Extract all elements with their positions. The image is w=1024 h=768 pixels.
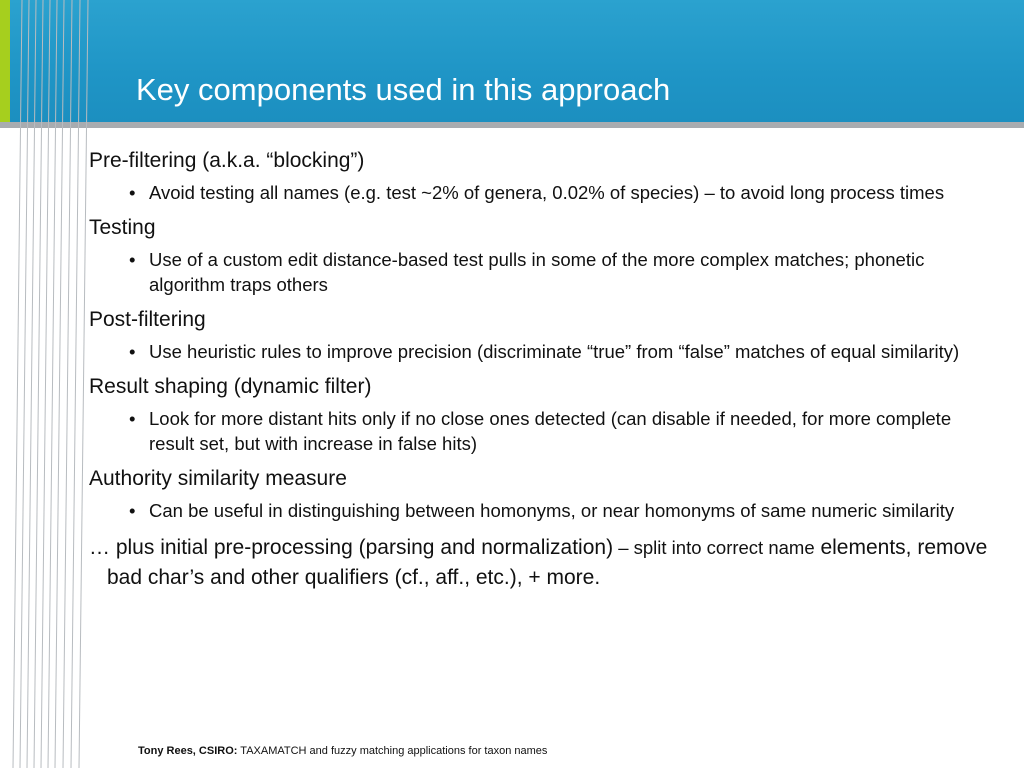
- slide-body: [89, 148, 994, 593]
- bullet-list: [89, 498, 994, 523]
- bullet-glyph: •: [129, 182, 136, 203]
- slide-title: Key components used in this approach: [136, 72, 671, 107]
- bullet-list: [89, 180, 994, 205]
- footer-text: TAXAMATCH and fuzzy matching applications for taxon names: [237, 745, 548, 757]
- closing-detail: – split into correct name: [613, 537, 815, 558]
- header-divider: [0, 122, 1024, 128]
- bullet-item: [89, 180, 994, 205]
- slide-footer: [138, 744, 547, 758]
- topic-heading: Testing: [89, 216, 156, 239]
- bullet-item: [89, 339, 994, 364]
- bullet-text: Avoid testing all names (e.g. test ~2% of genera, 0.02% of species) – to avoid long process times: [149, 182, 945, 203]
- bullet-item: [89, 406, 994, 456]
- bullet-glyph: •: [129, 500, 136, 521]
- bullet-text: Look for more distant hits only if no close ones detected (can disable if needed, for more complete result set, but with increase in false hits): [149, 408, 952, 454]
- topic-heading: Post-filtering: [89, 308, 206, 331]
- closing-rest: elements, remove bad char’s and other qualifiers (cf., aff., etc.), + more.: [107, 536, 988, 589]
- closing-note: [89, 533, 994, 593]
- bullet-glyph: •: [129, 341, 136, 362]
- bullet-glyph: •: [129, 408, 136, 429]
- footer-author: Tony Rees, CSIRO:: [138, 745, 238, 757]
- bullet-text: Use of a custom edit distance-based test pulls in some of the more complex matches; phonetic algorithm traps others: [149, 249, 925, 295]
- bullet-text: Use heuristic rules to improve precision (discriminate “true” from “false” matches of equal similarity): [149, 341, 960, 362]
- bullet-glyph: •: [129, 249, 136, 270]
- topic-heading: Pre-filtering (a.k.a. “blocking”): [89, 149, 365, 172]
- bullet-list: [89, 339, 994, 364]
- bullet-list: [89, 247, 994, 297]
- topic-heading: Authority similarity measure: [89, 467, 347, 490]
- closing-main: … plus initial pre-processing (parsing and normalization): [89, 536, 614, 559]
- bullet-item: [89, 498, 994, 523]
- bullet-list: [89, 406, 994, 456]
- topic-heading: Result shaping (dynamic filter): [89, 375, 372, 398]
- decorative-stripes: [0, 0, 92, 768]
- bullet-item: [89, 247, 994, 297]
- bullet-text: Can be useful in distinguishing between homonyms, or near homonyms of same numeric similarity: [149, 500, 955, 521]
